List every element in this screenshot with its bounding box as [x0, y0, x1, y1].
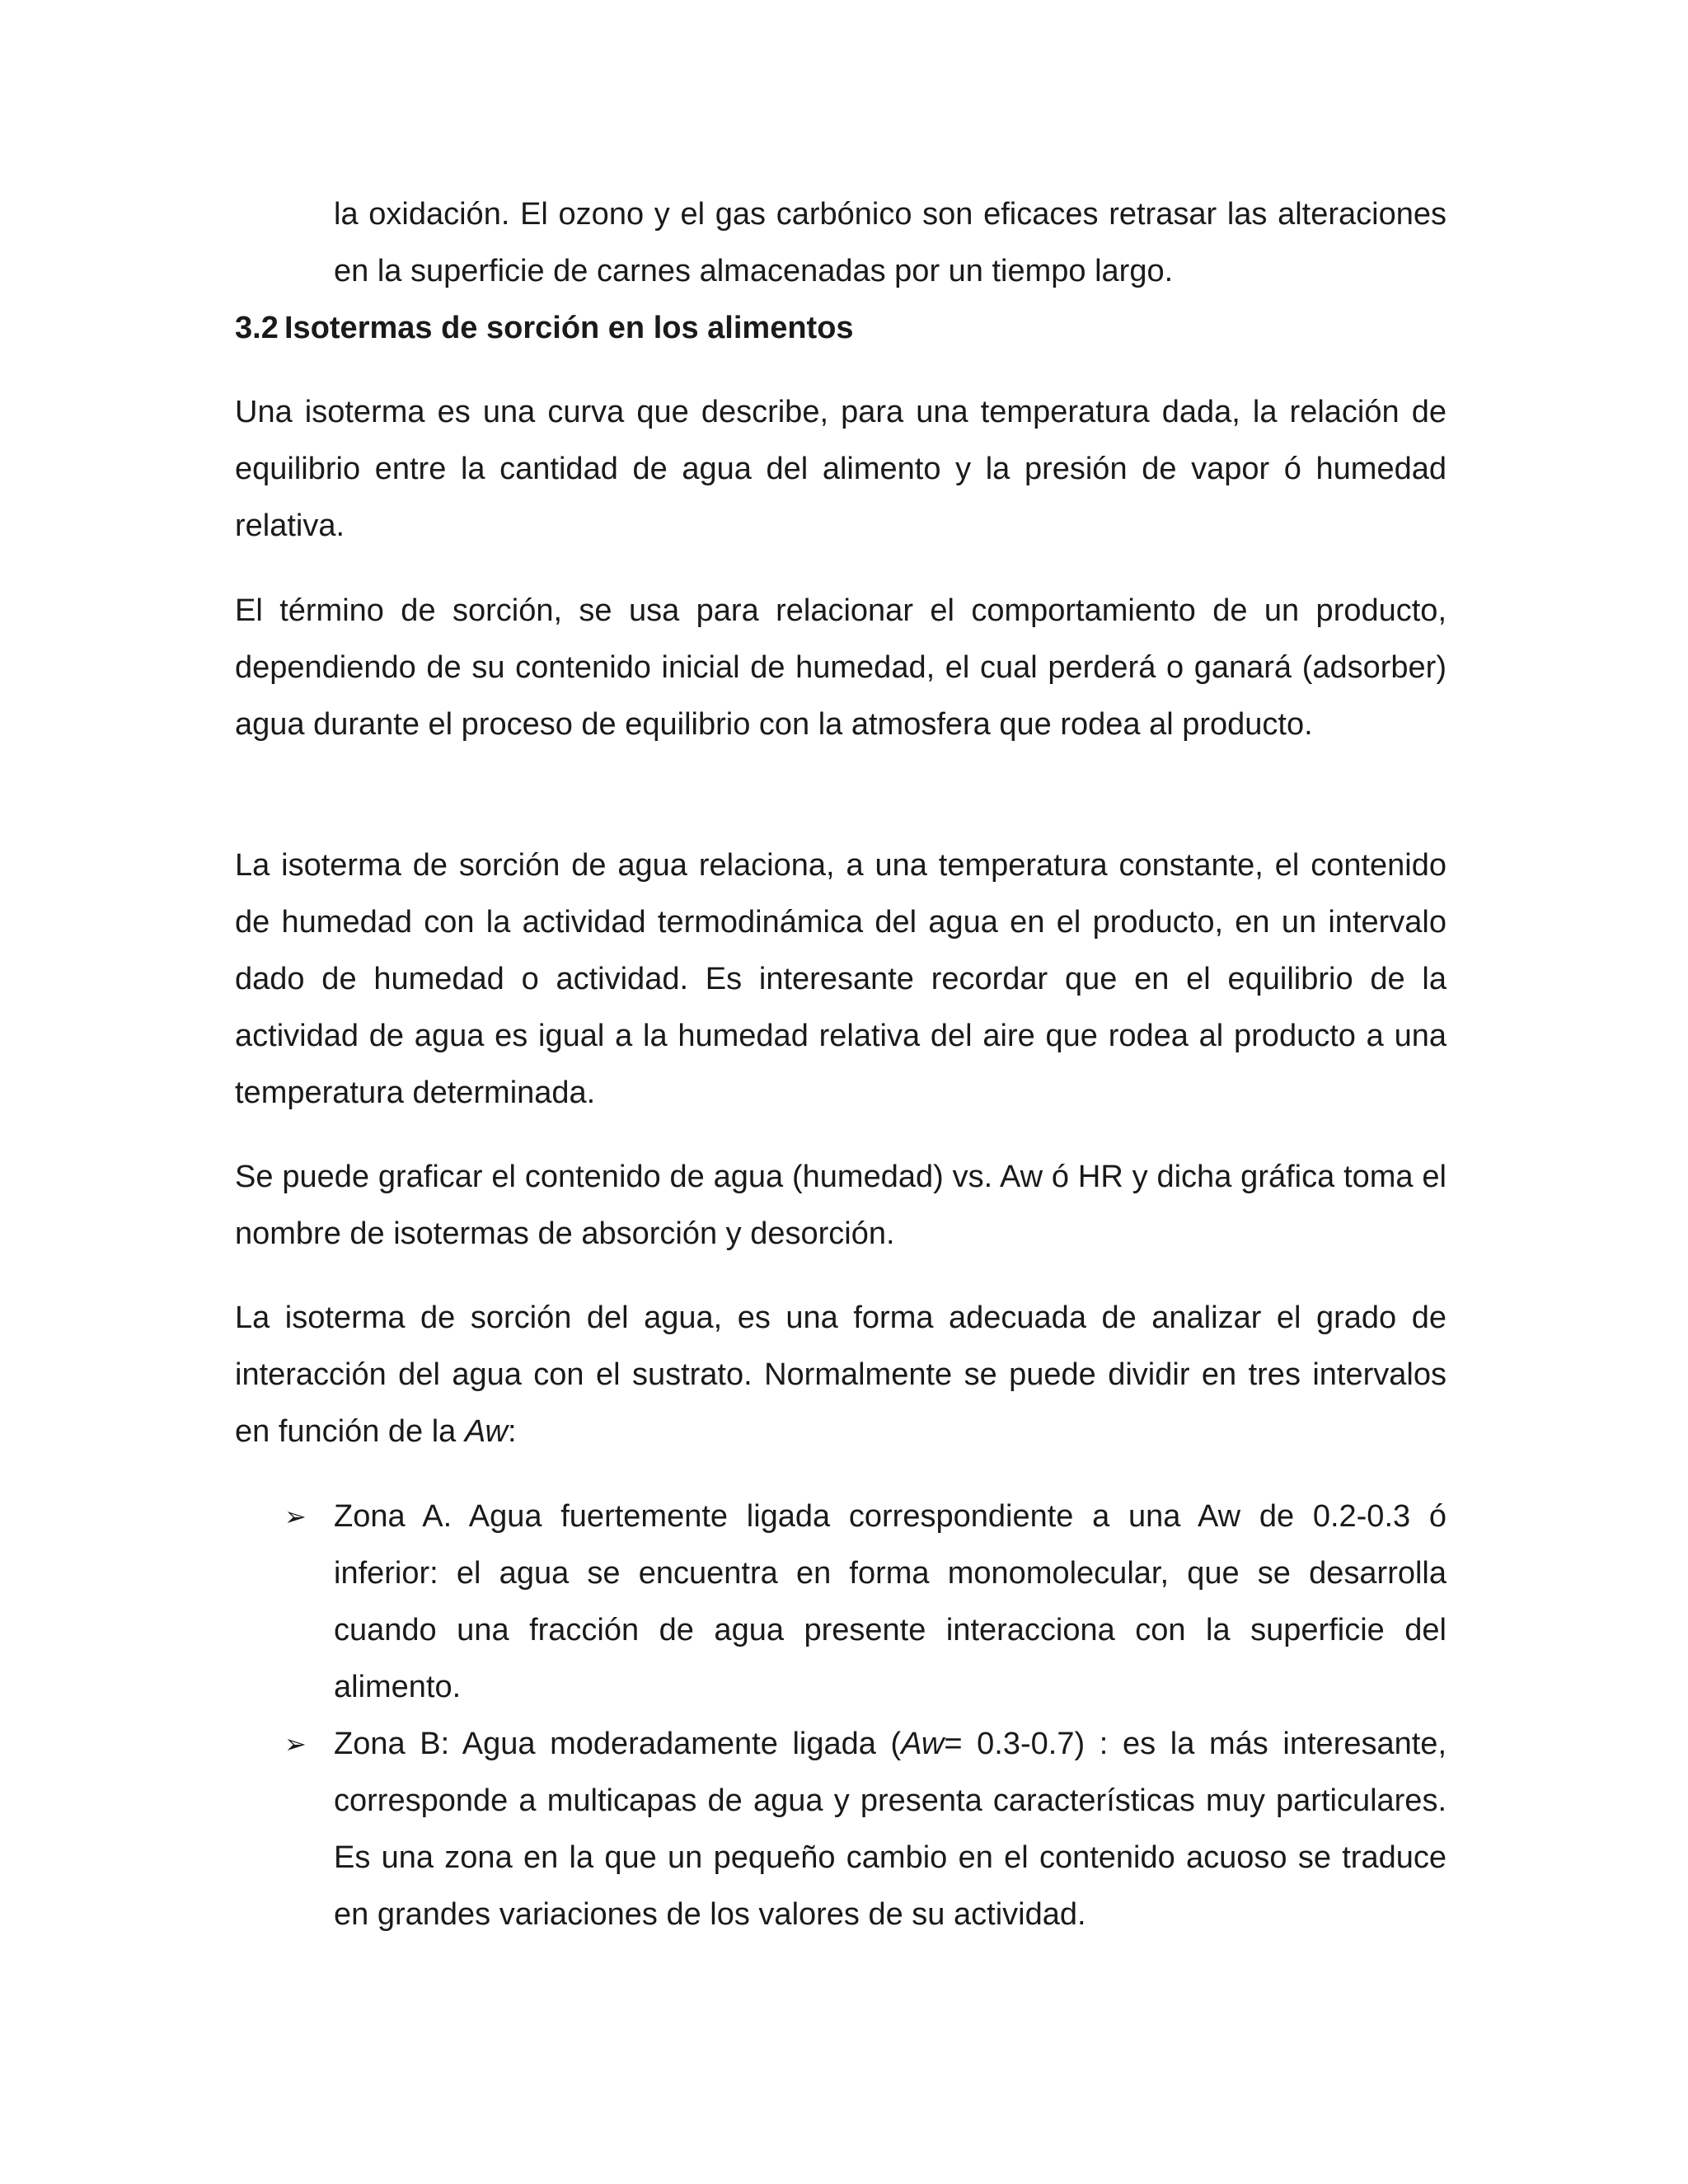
paragraph-isoterma-definition: Una isoterma es una curva que describe, para una temperatura dada, la relación de equilibrio entre la cantidad de agua del alimento y la presión de vapor ó humedad relativa. [235, 395, 1447, 543]
paragraph-isoterma-relation: La isoterma de sorción de agua relaciona, a una temperatura constante, el contenido de humedad con la actividad termodinámica del agua en el producto, en un intervalo dado de humedad o actividad. Es interesante recordar que en el equilibrio de la actividad de agua es igual a la humedad relativa del aire que rodea al producto a una temperatura determinada. [235, 848, 1447, 1110]
section-number: 3.2 [235, 311, 279, 345]
arrowhead-bullet-icon: ➢ [284, 1502, 307, 1531]
aw-term: Aw [464, 1414, 508, 1449]
intervals-intro-text: La isoterma de sorción del agua, es una forma adecuada de analizar el grado de interacción del agua con el sustrato. Normalmente se puede dividir en tres intervalos en función de la [235, 1301, 1447, 1449]
paragraph-sorcion-term: El término de sorción, se usa para relacionar el comportamiento de un producto, dependiendo de su contenido inicial de humedad, el cual perderá o ganará (adsorber) agua durante el proceso de equilibrio con la atmosfera que rodea al producto. [235, 593, 1447, 742]
zona-b-text-rest: = 0.3-0.7) : es la más interesante, corresponde a multicapas de agua y presenta características muy particulares. Es una zona en la que un pequeño cambio en el contenido acuoso se traduce en grandes variaciones de los valores de su actividad. [334, 1727, 1447, 1932]
paragraph-graph-description: Se puede graficar el contenido de agua (humedad) vs. Aw ó HR y dicha gráfica toma el nombre de isotermas de absorción y desorción. [235, 1160, 1447, 1251]
list-item-zona-a [235, 1488, 1447, 1716]
arrowhead-bullet-icon: ➢ [284, 1729, 307, 1759]
zona-b-text-start: Zona B: Agua moderadamente ligada ( [334, 1727, 902, 1761]
list-item-zona-b [235, 1716, 1447, 1943]
aw-term: Aw [901, 1727, 945, 1761]
section-title: Isotermas de sorción en los alimentos [284, 311, 854, 345]
section-heading [235, 300, 854, 357]
zones-list [235, 1488, 1447, 1943]
paragraph-intervals-intro [235, 1290, 1447, 1460]
continuation-paragraph: la oxidación. El ozono y el gas carbónico son eficaces retrasar las alteraciones en la superficie de carnes almacenadas por un tiempo largo. [334, 197, 1447, 288]
zona-a-text: Zona A. Agua fuertemente ligada correspondiente a una Aw de 0.2-0.3 ó inferior: el agua se encuentra en forma monomolecular, que se desarrolla cuando una fracción de agua presente interacciona con la superficie del alimento. [334, 1499, 1447, 1704]
intervals-intro-colon: : [508, 1414, 517, 1449]
